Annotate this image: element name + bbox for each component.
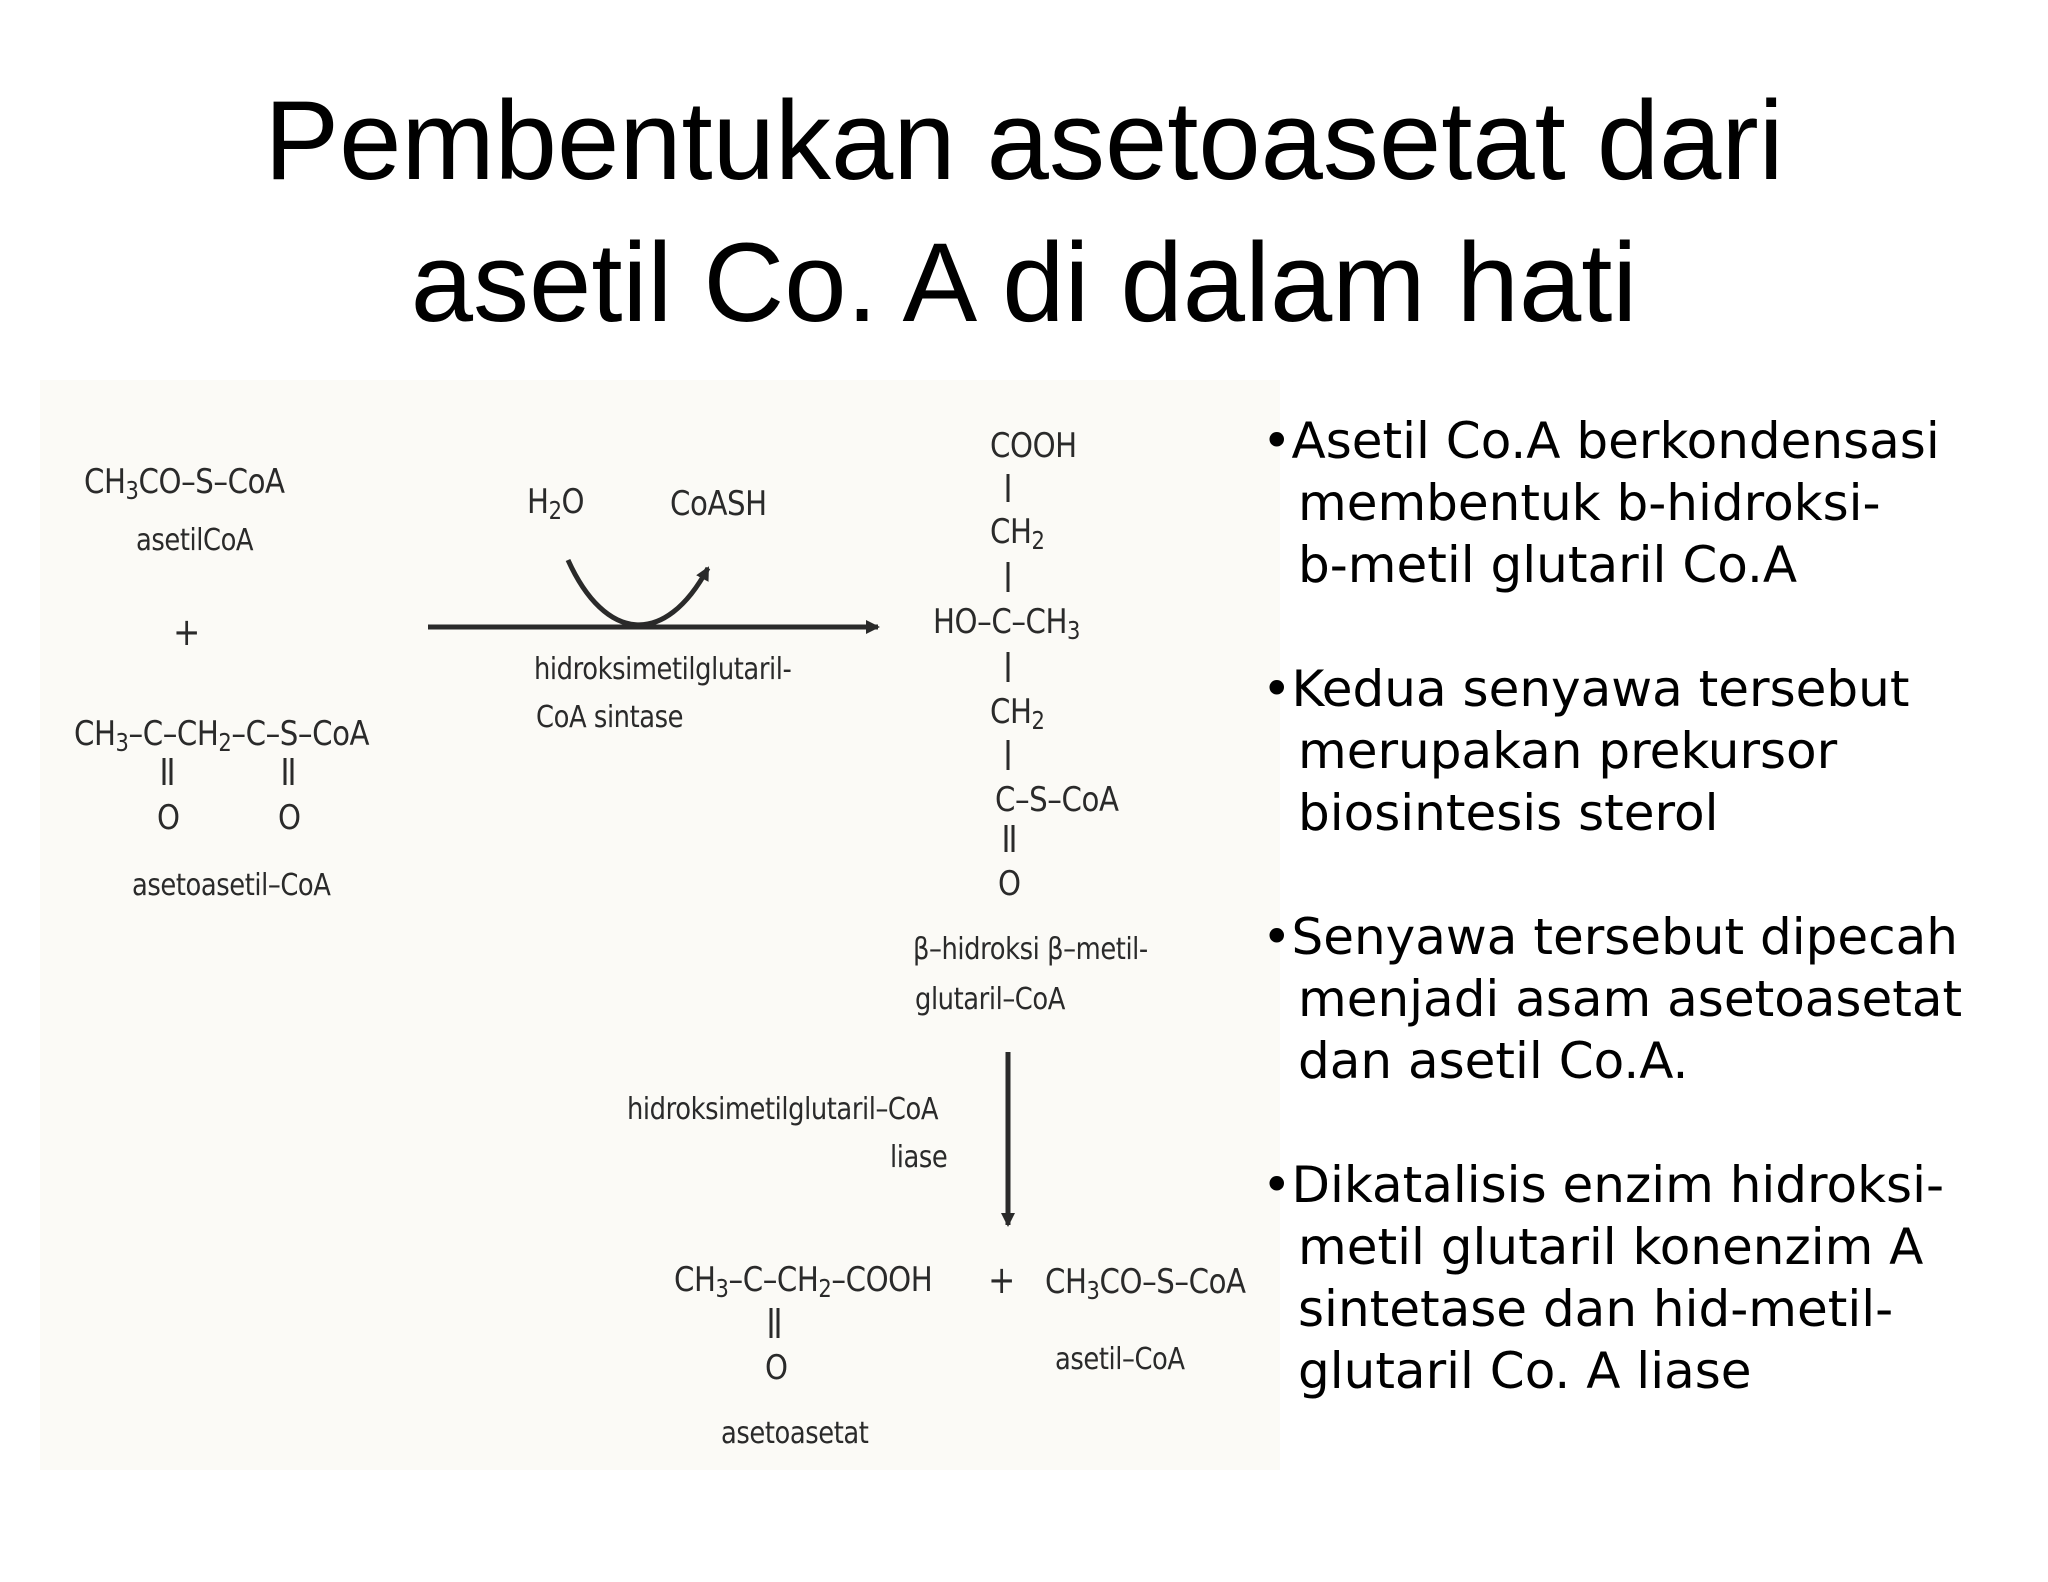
acetyl-coa-label: asetilCoA <box>136 523 254 558</box>
hmg-ch2-top: $CH_2$ <box>990 512 1045 556</box>
bullet-line: menjadi asam asetoasetat <box>1298 970 1963 1028</box>
hmg-name-line1: β–hidroksi β–metil- <box>913 932 1148 967</box>
acetoacetyl-oxygen-right: O <box>278 798 301 838</box>
bullet-line: glutaril Co. A liase <box>1298 1342 1752 1400</box>
bullet-item <box>1262 658 2032 844</box>
acetoacetyl-oxygen-left: O <box>157 798 180 838</box>
bullet-line: sintetase dan hid-metil- <box>1298 1280 1894 1338</box>
bullet-line: •Senyawa tersebut dipecah <box>1262 908 1958 966</box>
acetoacetyl-coa-formula: $CH_3-C-CH_2-C-S$–CoA <box>74 714 370 758</box>
curved-arrow <box>568 560 708 625</box>
enzyme-lyase-line1: hidroksimetilglutaril–CoA <box>627 1092 939 1127</box>
bullet-line: metil glutaril konenzim A <box>1298 1218 1924 1276</box>
acetyl-coa-formula: $CH_3CO-S$–CoA <box>84 462 285 506</box>
bullet-line: b-metil glutaril Co.A <box>1298 536 1798 594</box>
acetyl-coa-product-label: asetil–CoA <box>1055 1342 1185 1377</box>
bullet-line: membentuk b-hidroksi- <box>1298 474 1881 532</box>
hmg-name-line2: glutaril–CoA <box>915 982 1065 1017</box>
acetyl-coa-product-formula: $CH_3CO-S$–CoA <box>1045 1262 1246 1306</box>
water-label: $H_2O$ <box>527 482 585 526</box>
hmg-ch2-bottom: $CH_2$ <box>990 692 1045 736</box>
enzyme-synthase-line1: hidroksimetilglutaril- <box>534 652 792 687</box>
acetoacetyl-coa-label: asetoasetil–CoA <box>132 868 331 903</box>
bullet-line: •Kedua senyawa tersebut <box>1262 660 1910 718</box>
title-line-2: asetil Co. A di dalam hati <box>410 220 1638 345</box>
bullet-line: merupakan prekursor <box>1298 722 1838 780</box>
bullet-line: biosintesis sterol <box>1298 784 1719 842</box>
hmg-center-carbon: $HO-C-CH_3$ <box>933 602 1081 646</box>
bullet-line: dan asetil Co.A. <box>1298 1032 1689 1090</box>
hmg-oxygen: O <box>998 864 1021 904</box>
plus-sign-2: + <box>988 1258 1015 1302</box>
reaction-diagram <box>40 380 1280 1470</box>
acetoacetate-oxygen: O <box>765 1348 788 1388</box>
bullet-item <box>1262 906 2032 1092</box>
slide-title <box>0 70 2048 354</box>
enzyme-synthase-line2: CoA sintase <box>536 700 684 735</box>
hmg-cooh: COOH <box>990 426 1077 466</box>
enzyme-lyase-line2: liase <box>890 1140 948 1175</box>
bullet-list <box>1262 410 2032 1464</box>
coash-label: CoASH <box>670 484 767 524</box>
title-line-1: Pembentukan asetoasetat dari <box>264 78 1784 203</box>
bullet-line: •Asetil Co.A berkondensasi <box>1262 412 1940 470</box>
plus-sign: + <box>173 610 200 654</box>
bullet-item <box>1262 410 2032 596</box>
hmg-thioester: C–S–CoA <box>995 780 1119 820</box>
bullet-item <box>1262 1154 2032 1402</box>
bullet-line: •Dikatalisis enzim hidroksi- <box>1262 1156 1945 1214</box>
acetoacetate-formula: $CH_3-C-CH_2$–COOH <box>674 1260 933 1304</box>
acetoacetate-label: asetoasetat <box>721 1416 869 1451</box>
